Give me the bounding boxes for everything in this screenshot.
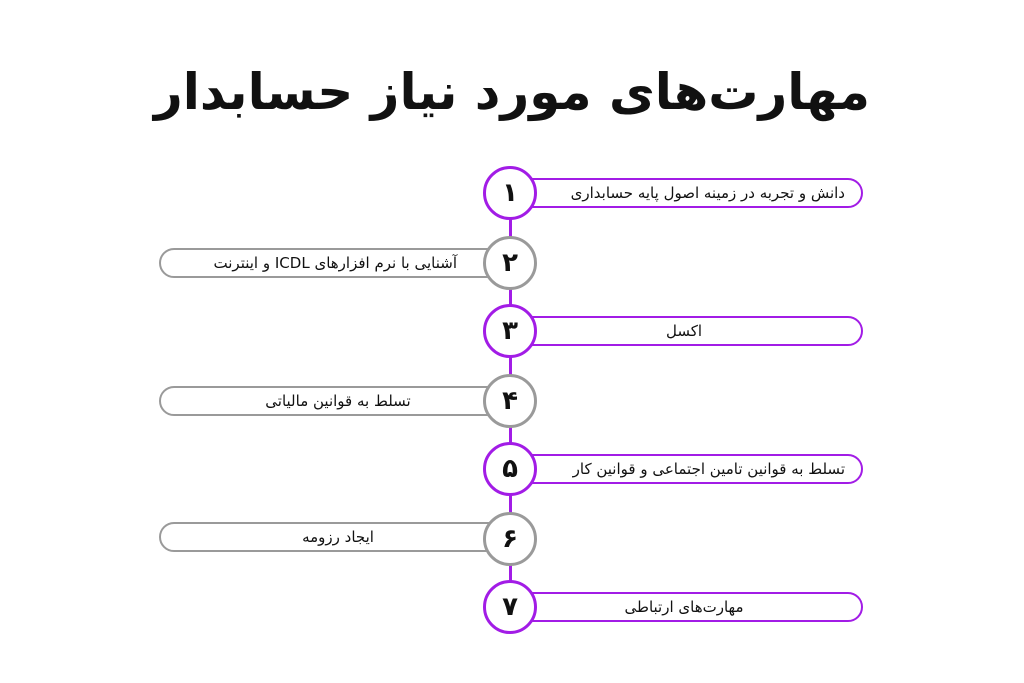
step-6-number: ۶ (502, 524, 518, 554)
step-1-number: ۱ (502, 178, 518, 208)
step-4-number: ۴ (502, 386, 518, 416)
step-3-number: ۳ (502, 316, 518, 346)
step-7-number: ۷ (502, 592, 518, 622)
step-2-label (159, 248, 517, 278)
step-4-text: تسلط به قوانین مالیاتی (265, 392, 411, 410)
step-4-label (159, 386, 517, 416)
step-6-text: ایجاد رزومه (302, 528, 374, 546)
step-5-label (505, 454, 863, 484)
step-7-badge (483, 580, 537, 634)
step-3-label (505, 316, 863, 346)
step-5-text: تسلط به قوانین تامین اجتماعی و قوانین کار (572, 460, 845, 478)
step-2-number: ۲ (502, 248, 518, 278)
step-1-badge (483, 166, 537, 220)
step-3-text: اکسل (665, 322, 703, 340)
step-1-label (505, 178, 863, 208)
step-4-badge (483, 374, 537, 428)
step-2-text: آشنایی با نرم افزارهای ICDL و اینترنت (213, 254, 457, 272)
step-6-label (159, 522, 517, 552)
step-1-text: دانش و تجربه در زمینه اصول پایه حسابداری (570, 184, 845, 202)
step-3-badge (483, 304, 537, 358)
step-7-label (505, 592, 863, 622)
step-5-badge (483, 442, 537, 496)
step-6-badge (483, 512, 537, 566)
step-7-text: مهارت‌های ارتباطی (624, 598, 744, 616)
step-2-badge (483, 236, 537, 290)
page-title: مهارت‌های مورد نیاز حسابدار (153, 63, 870, 121)
step-5-number: ۵ (502, 454, 518, 484)
